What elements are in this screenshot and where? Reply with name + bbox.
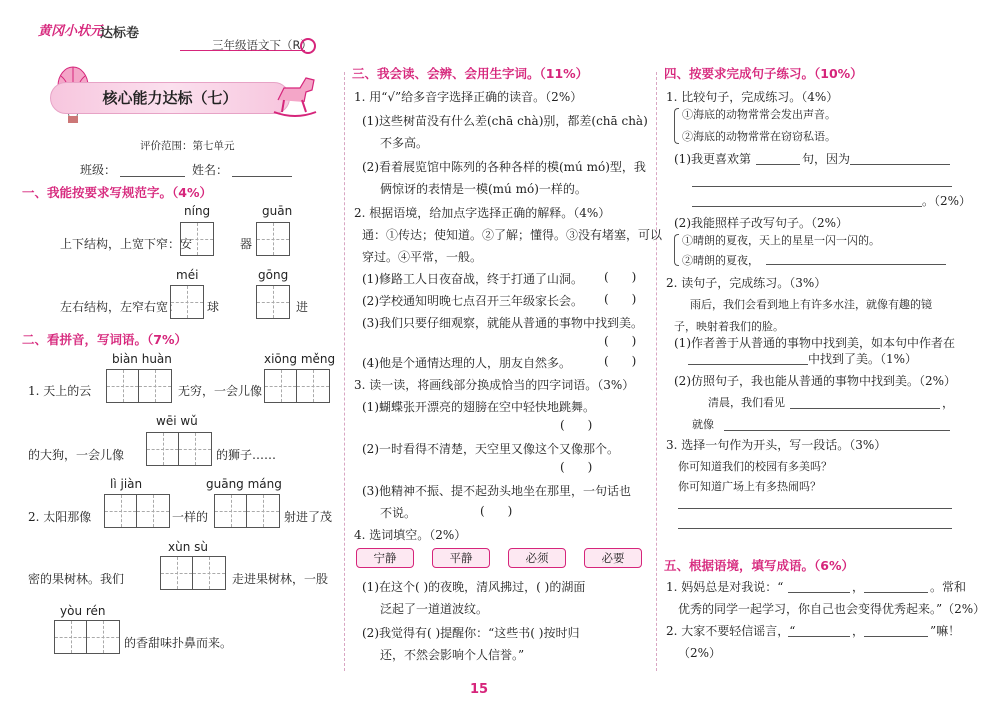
section4-title: 四、按要求完成句子练习。（10%） — [664, 66, 863, 81]
pinyin: wēi wǔ — [156, 414, 198, 428]
question-text: 泛起了一道道波纹。 — [380, 602, 489, 616]
question-text: ”嘛！ — [930, 624, 961, 638]
question-text: 一样的 — [172, 510, 209, 524]
answer-blank[interactable]: ( ) — [560, 460, 593, 474]
brace-bracket — [674, 108, 679, 144]
question-text: (1)修路工人日夜奋战，终于打通了山洞。 — [362, 272, 583, 286]
word-option: 宁静 — [356, 548, 414, 568]
writing-grid[interactable] — [160, 556, 226, 590]
question-text: 4. 选词填空。（2%） — [354, 528, 467, 542]
question-text: 俩惊讶的表情是一模(mú mó)一样的。 — [380, 182, 587, 196]
pinyin: xiōng měng — [264, 352, 336, 366]
answer-line[interactable] — [788, 592, 850, 593]
question-text: 3. 选择一句作为开头，写一段话。（3%） — [666, 438, 887, 452]
class-label: 班级： — [80, 163, 117, 177]
brace-bracket — [674, 234, 679, 266]
sentence-option: ①晴朗的夏夜，天上的星星一闪一闪的。 — [682, 234, 880, 247]
grade-label: 三年级语文下（R） — [212, 38, 312, 52]
pinyin: yòu rén — [60, 604, 106, 618]
pinyin: níng — [184, 204, 211, 218]
name-input[interactable] — [232, 176, 292, 177]
question-text: 中找到了美。（1%） — [808, 352, 918, 366]
sentence-option: ②海底的动物常常在窃窃私语。 — [682, 130, 836, 143]
question-text: 2. 太阳那像 — [28, 510, 92, 524]
writing-grid[interactable] — [104, 494, 170, 528]
answer-line[interactable] — [756, 164, 800, 165]
answer-line[interactable] — [678, 528, 952, 529]
pinyin: lì jiàn — [110, 477, 143, 491]
opening-option: 你可知道我们的校园有多美吗？ — [678, 460, 832, 473]
answer-line[interactable] — [688, 364, 808, 365]
question-text: 通：①传达；使知道。②了解；懂得。③没有堵塞，可以 — [362, 228, 663, 242]
question-text: 优秀的同学一起学习，你自己也会变得优秀起来。”（2%） — [678, 602, 986, 616]
page-title: 核心能力达标（七） — [50, 82, 290, 114]
question-text: ， — [852, 624, 865, 638]
answer-blank[interactable]: ( ) — [604, 292, 637, 306]
writing-grid[interactable] — [180, 222, 214, 256]
word-option: 必要 — [584, 548, 642, 568]
score-text: 。（2%） — [922, 194, 972, 208]
char-label: 器 — [240, 237, 253, 251]
pinyin: biàn huàn — [112, 352, 172, 366]
question-text: 1. 用“√”给多音字选择正确的读音。（2%） — [354, 90, 583, 104]
question-text: 1. 妈妈总是对我说：“ — [666, 580, 784, 594]
pinyin: méi — [176, 268, 199, 282]
word-option: 必须 — [508, 548, 566, 568]
answer-line[interactable] — [864, 636, 928, 637]
question-text: 的大狗，一会儿像 — [28, 448, 125, 462]
opening-option: 你可知道广场上有多热闹吗？ — [678, 480, 821, 493]
name-label: 姓名： — [192, 163, 229, 177]
question-text: 3. 读一读，将画线部分换成恰当的四字词语。（3%） — [354, 378, 635, 392]
sentence-option: ①海底的动物常常会发出声音。 — [682, 108, 836, 121]
question-text: 无穷，一会儿像 — [178, 384, 263, 398]
question-text: (1)在这个( )的夜晚，清风拂过，( )的湖面 — [362, 580, 586, 594]
answer-blank[interactable]: ( ) — [604, 334, 637, 348]
question-text: (4)他是个通情达理的人，朋友自然多。 — [362, 356, 571, 370]
section5-title: 五、根据语境，填写成语。（6%） — [664, 558, 854, 573]
answer-line[interactable] — [678, 508, 952, 509]
section2-title: 二、看拼音，写词语。（7%） — [22, 332, 187, 347]
answer-blank[interactable]: ( ) — [604, 270, 637, 284]
class-input[interactable] — [120, 176, 185, 177]
question-text: (2)一时看得不清楚，天空里又像这个又像那个。 — [362, 442, 619, 456]
question-text: 走进果树林，一股 — [232, 572, 329, 586]
sentence-option: ②晴朗的夏夜， — [682, 254, 759, 267]
writing-grid[interactable] — [264, 369, 330, 403]
swirl-icon — [300, 38, 316, 54]
question-text: (3)我们只要仔细观察，就能从普通的事物中找到美。 — [362, 316, 644, 330]
question-text: (1)作者善于从普通的事物中找到美，如本句中作者在 — [674, 336, 956, 350]
writing-grid[interactable] — [170, 285, 204, 319]
char-label: 进 — [296, 300, 309, 314]
answer-line[interactable] — [788, 636, 850, 637]
brand-subtitle: 达标卷 — [100, 26, 140, 41]
pinyin: guān — [262, 204, 293, 218]
word-option: 平静 — [432, 548, 490, 568]
answer-blank[interactable]: ( ) — [560, 418, 593, 432]
question-text: (2)学校通知明晚七点召开三年级家长会。 — [362, 294, 583, 308]
rocking-horse-icon — [270, 70, 320, 120]
question-text: (2)我能照样子改写句子。（2%） — [674, 216, 849, 230]
passage-text: 就像 — [692, 418, 714, 431]
question-text: 密的果树林。我们 — [28, 572, 125, 586]
writing-grid[interactable] — [214, 494, 280, 528]
question-text: (1)我更喜欢第 — [674, 152, 751, 166]
answer-line[interactable] — [766, 264, 946, 265]
eval-scope: 评价范围：第七单元 — [140, 140, 235, 152]
answer-line[interactable] — [850, 164, 950, 165]
question-text: ， — [852, 580, 865, 594]
question-text: 上下结构，上宽下窄：安 — [60, 237, 193, 251]
passage-text: ， — [942, 396, 955, 410]
question-text: 不说。 — [380, 506, 417, 520]
writing-grid[interactable] — [106, 369, 172, 403]
brand-logo: 黄冈小状元 — [38, 24, 104, 39]
char-label: 球 — [207, 300, 220, 314]
answer-line[interactable] — [864, 592, 928, 593]
question-text: 2. 根据语境，给加点字选择正确的解释。（4%） — [354, 206, 611, 220]
answer-blank[interactable]: ( ) — [480, 504, 513, 518]
passage-text: 子，映射着我们的脸。 — [674, 320, 784, 333]
section1-title: 一、我能按要求写规范字。（4%） — [22, 185, 212, 200]
column-divider-1 — [344, 72, 345, 671]
question-text: （2%） — [678, 646, 722, 660]
passage-text: 雨后，我们会看到地上有许多水洼，就像有趣的镜 — [690, 298, 932, 311]
question-text: 2. 读句子，完成练习。（3%） — [666, 276, 827, 290]
writing-grid[interactable] — [256, 222, 290, 256]
pinyin: guāng máng — [206, 477, 282, 491]
question-text: (3)他精神不振、提不起劲头地坐在那里，一句话也 — [362, 484, 631, 498]
question-text: 的狮子…… — [216, 448, 277, 462]
answer-blank[interactable]: ( ) — [604, 354, 637, 368]
pinyin: xùn sù — [168, 540, 208, 554]
page-number: 15 — [470, 682, 489, 697]
writing-grid[interactable] — [54, 620, 120, 654]
question-text: (2)仿照句子，我也能从普通的事物中找到美。（2%） — [674, 374, 957, 388]
question-text: 穿过。④平常，一般。 — [362, 250, 483, 264]
pinyin: gōng — [258, 268, 289, 282]
question-text: 的香甜味扑鼻而来。 — [124, 636, 233, 650]
column-divider-2 — [656, 72, 657, 671]
question-text: 还，不然会影响个人信誉。” — [380, 648, 525, 662]
answer-line[interactable] — [692, 186, 952, 187]
passage-text: 清晨，我们看见 — [708, 396, 785, 409]
question-text: (2)我觉得有( )提醒你：“这些书( )按时归 — [362, 626, 580, 640]
question-text: 句，因为 — [802, 152, 851, 166]
question-text: 。常和 — [930, 580, 967, 594]
answer-line[interactable] — [724, 430, 950, 431]
question-text: (1)这些树苗没有什么差(chā chà)别，都差(chā chà) — [362, 114, 648, 128]
section3-title: 三、我会读、会辨、会用生字词。（11%） — [352, 66, 589, 81]
question-text: (2)看着展览馆中陈列的各种各样的模(mú mó)型，我 — [362, 160, 646, 174]
question-text: 不多高。 — [380, 136, 429, 150]
answer-line[interactable] — [692, 206, 922, 207]
question-text: 左右结构，左窄右宽： — [60, 300, 181, 314]
writing-grid[interactable] — [146, 432, 212, 466]
question-text: 射进了茂 — [284, 510, 333, 524]
answer-line[interactable] — [790, 408, 940, 409]
question-text: 1. 比较句子，完成练习。（4%） — [666, 90, 839, 104]
writing-grid[interactable] — [256, 285, 290, 319]
question-text: (1)蝴蝶张开漂亮的翅膀在空中轻快地跳舞。 — [362, 400, 595, 414]
question-text: 2. 大家不要轻信谣言，“ — [666, 624, 796, 638]
question-text: 1. 天上的云 — [28, 384, 92, 398]
